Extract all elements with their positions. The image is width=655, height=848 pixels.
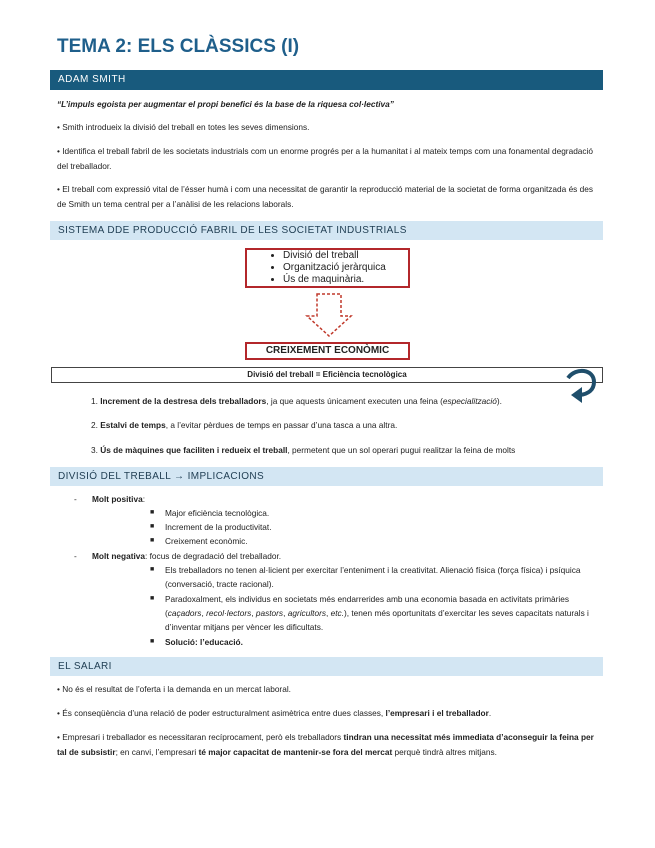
list-item: • Organització jeràrquica xyxy=(283,262,408,274)
economic-growth-box: CREIXEMENT ECONÒMIC xyxy=(245,342,410,360)
paragraph: • No és el resultat de l’oferta i la demanda en un mercat laboral. xyxy=(57,684,291,694)
section-header-adam-smith: ADAM SMITH xyxy=(50,70,603,90)
page-title: TEMA 2: ELS CLÀSSICS (I) xyxy=(57,36,300,57)
list-item: Creixement econòmic. xyxy=(165,536,248,546)
numbered-item-2: 2. Estalvi de temps, a l’evitar pèrdues de temps en passar d’una tasca a una altra. xyxy=(91,420,398,430)
section-header-salari: EL SALARI xyxy=(50,657,603,676)
negative-label: Molt negativa: focus de degradació del treballador. xyxy=(92,551,282,561)
production-system-box xyxy=(245,248,410,288)
list-item: Paradoxalment, els individus en societats més endarrerides amb una economia basada en activitats primàries (caçadors, recol·lectors, pastors, agricultors, etc.), tenen més oportunitats d’exercitar les seves capacitats naturals i d’inventar mitjans per vèncer les dificultats. xyxy=(165,594,589,632)
paragraph: • El treball com expressió vital de l’ésser humà i com una necessitat de garantir la reproducció material de la societat de forma organitzada és des de Smith un tema central per a l’anàlisi de les relacions laborals. xyxy=(57,184,594,209)
list-item: • Ús de maquinària. xyxy=(283,274,408,286)
down-arrow-icon xyxy=(305,292,353,340)
solution-item: Solució: l’educació. xyxy=(165,637,243,647)
square-bullet: ■ xyxy=(150,566,155,573)
square-bullet: ■ xyxy=(150,595,155,602)
paragraph: • Smith introdueix la divisió del treball en totes les seves dimensions. xyxy=(57,122,310,132)
list-item: • Divisió del treball xyxy=(283,250,408,262)
dash-bullet: - xyxy=(74,551,77,561)
paragraph: • Identifica el treball fabril de les societats industrials com un enorme progrés per a la humanitat i al mateix temps com una fonamental degradació del treballador. xyxy=(57,146,594,171)
numbered-item-1: 1. Increment de la destresa dels treballadors, ja que aquests únicament executen una feina (especialització). xyxy=(91,396,502,406)
section-header-sistema: SISTEMA DDE PRODUCCIÓ FABRIL DE LES SOCIETAT INDUSTRIALS xyxy=(50,221,603,240)
list-item: Els treballadors no tenen al·licient per exercitar l’enteniment i la creativitat. Alienació física (força física) i psíquica (conversació, tracte racional). xyxy=(165,565,581,589)
list-item: Major eficiència tecnològica. xyxy=(165,508,270,518)
section-header-divisio: DIVISIÓ DEL TREBALL → IMPLICACIONS xyxy=(50,467,603,486)
square-bullet: ■ xyxy=(150,537,155,544)
numbered-item-3: 3. Ús de màquines que faciliten i redueix el treball, permetent que un sol operari pugui realitzar la feina de molts xyxy=(91,445,516,455)
list-item: Increment de la productivitat. xyxy=(165,522,272,532)
equation-box: Divisió del treball = Eficiència tecnològica xyxy=(51,367,603,383)
smith-quote: “L’impuls egoista per augmentar el propi benefici és la base de la riquesa col·lectiva” xyxy=(57,99,394,109)
square-bullet: ■ xyxy=(150,509,155,516)
positive-label: Molt positiva: xyxy=(92,494,146,504)
paragraph: • Empresari i treballador es necessitaran recíprocament, però els treballadors tindran una necessitat més immediata d’aconseguir la feina per tal de subsistir; en canvi, l’empresari té major capacitat de mantenir-se fora del mercat perquè tindrà altres mitjans. xyxy=(57,732,594,757)
paragraph: • És conseqüència d’una relació de poder estructuralment asimètrica entre dues classes, l’empresari i el treballador. xyxy=(57,708,492,718)
square-bullet: ■ xyxy=(150,523,155,530)
square-bullet: ■ xyxy=(150,638,155,645)
dash-bullet: - xyxy=(74,494,77,504)
